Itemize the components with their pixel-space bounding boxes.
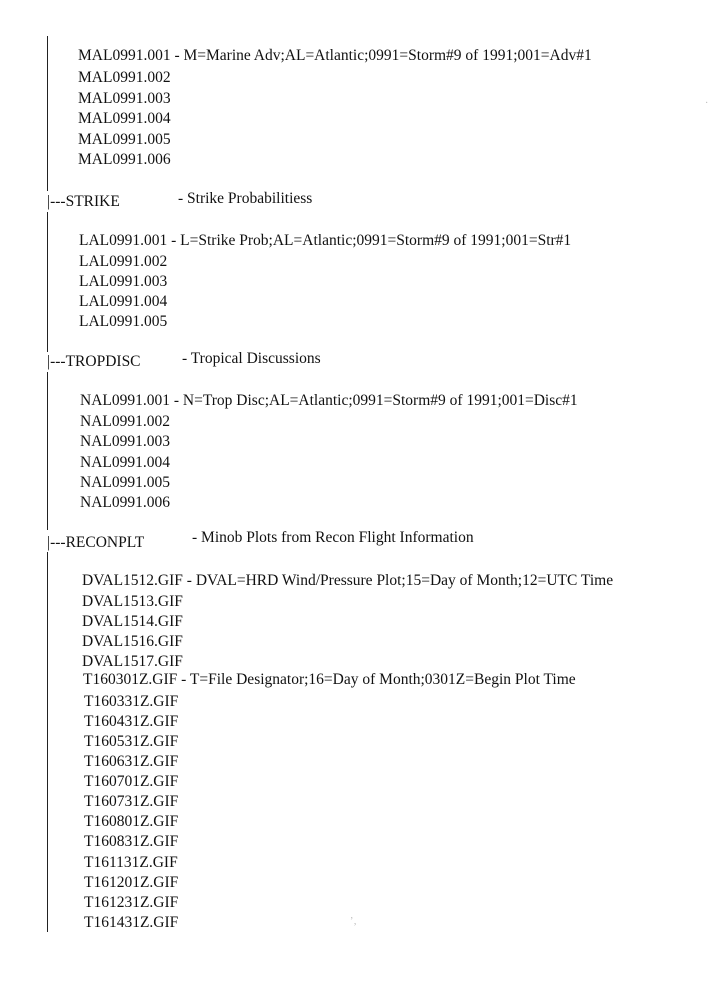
tree-vertical-line <box>47 36 48 191</box>
file-line: T160631Z.GIF <box>84 753 179 770</box>
tree-vertical-line <box>47 372 48 530</box>
branch-description-strike: - Strike Probabilitiess <box>178 190 313 207</box>
file-line: T160831Z.GIF <box>84 833 179 850</box>
file-line: DVAL1514.GIF <box>82 613 183 630</box>
branch-label-tropdisc: |---TROPDISC <box>47 353 141 370</box>
file-line: LAL0991.001 - L=Strike Prob;AL=Atlantic;0991=Storm#9 of 1991;001=Str#1 <box>79 232 572 249</box>
file-line: T161431Z.GIF <box>84 914 179 931</box>
file-line: LAL0991.002 <box>79 253 168 270</box>
file-line: T160701Z.GIF <box>84 773 179 790</box>
file-line: T160331Z.GIF <box>84 693 179 710</box>
branch-description-reconplt: - Minob Plots from Recon Flight Information <box>192 529 474 546</box>
file-line: LAL0991.005 <box>79 313 168 330</box>
tree-vertical-line <box>47 552 48 932</box>
file-line: DVAL1517.GIF <box>82 653 183 670</box>
file-line: LAL0991.004 <box>79 293 168 310</box>
file-line: T160531Z.GIF <box>84 733 179 750</box>
file-line: DVAL1513.GIF <box>82 593 183 610</box>
branch-label-reconplt: |---RECONPLT <box>47 534 145 551</box>
file-line: NAL0991.002 <box>80 413 170 430</box>
file-line: T160301Z.GIF - T=File Designator;16=Day of Month;0301Z=Begin Plot Time <box>83 671 576 688</box>
file-line: T160431Z.GIF <box>84 713 179 730</box>
file-line: T161131Z.GIF <box>84 854 178 871</box>
file-line: T161231Z.GIF <box>84 894 179 911</box>
file-line: NAL0991.001 - N=Trop Disc;AL=Atlantic;0991=Storm#9 of 1991;001=Disc#1 <box>80 392 578 409</box>
file-line: MAL0991.005 <box>78 131 171 148</box>
file-line: NAL0991.005 <box>80 474 170 491</box>
file-line: NAL0991.003 <box>80 433 170 450</box>
file-line: DVAL1512.GIF - DVAL=HRD Wind/Pressure Plot;15=Day of Month;12=UTC Time <box>82 572 614 589</box>
file-line: T161201Z.GIF <box>84 874 179 891</box>
file-line: MAL0991.003 <box>78 90 171 107</box>
branch-label-strike: |---STRIKE <box>47 193 120 210</box>
scan-speck: · <box>705 98 709 109</box>
file-line: MAL0991.002 <box>78 69 171 86</box>
file-line: MAL0991.006 <box>78 151 171 168</box>
file-line: T160731Z.GIF <box>84 793 179 810</box>
file-line: T160801Z.GIF <box>84 813 179 830</box>
file-line: NAL0991.004 <box>80 454 170 471</box>
file-line: MAL0991.004 <box>78 110 171 127</box>
branch-description-tropdisc: - Tropical Discussions <box>182 350 321 367</box>
file-line: MAL0991.001 - M=Marine Adv;AL=Atlantic;0991=Storm#9 of 1991;001=Adv#1 <box>78 47 592 64</box>
file-line: LAL0991.003 <box>79 273 168 290</box>
file-line: DVAL1516.GIF <box>82 633 183 650</box>
file-line: NAL0991.006 <box>80 494 170 511</box>
tree-vertical-line <box>47 212 48 352</box>
scan-speck: ʼ‚ <box>350 916 357 927</box>
